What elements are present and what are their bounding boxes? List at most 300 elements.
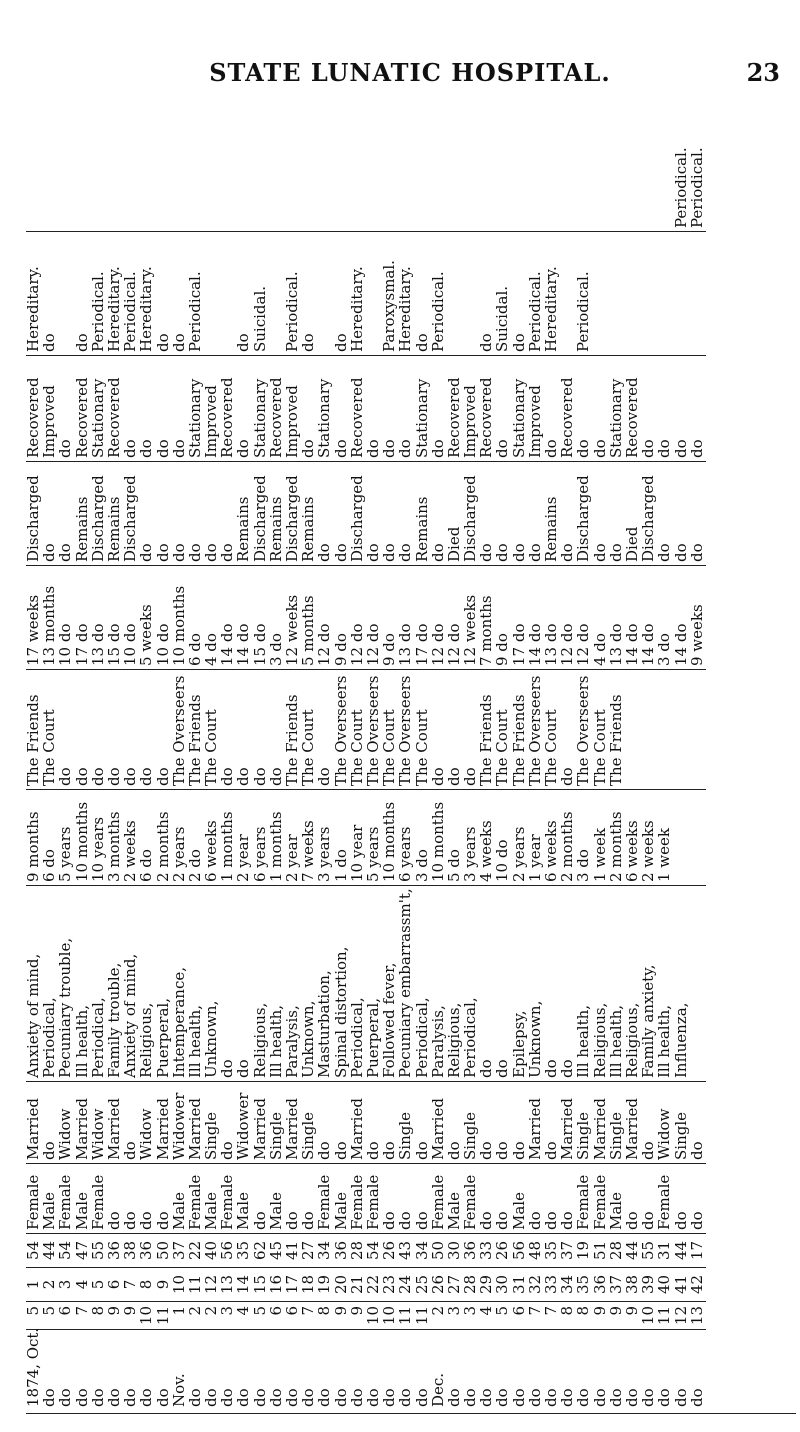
register-cell: Female (363, 1174, 382, 1230)
register-cell: 10 years (88, 816, 107, 882)
register-cell (253, 100, 269, 231)
register-cell: do (509, 543, 528, 562)
register-cell: do (56, 439, 75, 458)
register-cell: 23 (380, 1274, 399, 1295)
register-cell: Remains (266, 496, 285, 562)
col-condition (26, 356, 706, 462)
register-cell: do (396, 1388, 415, 1407)
register-cell: do (671, 543, 690, 562)
register-cell: Masturbation, (315, 970, 334, 1078)
register-cell: Periodical, (412, 997, 431, 1078)
register-cell: do (444, 1141, 463, 1160)
register-cell: do (477, 1059, 496, 1078)
register-cell: Improved (40, 385, 59, 458)
register-cell: 6 (509, 1306, 528, 1316)
register-cell: 4 do (202, 633, 221, 666)
register-cell: Stationary (315, 378, 334, 458)
register-cell: 5 weeks (137, 604, 156, 666)
register-cell: do (299, 439, 318, 458)
register-cell: 28 (606, 1240, 625, 1261)
register-cell: Widower (169, 1092, 188, 1160)
register-cell: 26 (380, 1240, 399, 1261)
register-cell (576, 100, 592, 231)
register-cell: 19 (574, 1240, 593, 1261)
register-cell: Religious, (444, 1002, 463, 1078)
register-cell: do (412, 1141, 431, 1160)
register-cell: Recovered (266, 377, 285, 458)
register-cell: do (525, 1211, 544, 1230)
register-cell: 9 (606, 1306, 625, 1316)
register-cell: Stationary (606, 378, 625, 458)
register-cell: 37 (606, 1274, 625, 1295)
register-cell: do (331, 543, 350, 562)
register-cell: 2 (185, 1306, 204, 1316)
register-cell: Family anxiety, (639, 964, 658, 1078)
register-cell: do (121, 767, 140, 786)
register-cell: Single (671, 1111, 690, 1160)
register-cell: 10 do (153, 623, 172, 666)
register-cell: 6 do (185, 633, 204, 666)
register-cell: 14 do (622, 623, 641, 666)
register-cell: Paroxysmal. (380, 260, 399, 352)
register-cell: 12 (202, 1274, 221, 1295)
register-cell: Periodical. (574, 271, 593, 352)
register-cell: do (104, 767, 123, 786)
register-cell: do (396, 543, 415, 562)
register-cell: Recovered (622, 377, 641, 458)
register-cell: 36 (104, 1240, 123, 1261)
register-cell: 13 months (40, 585, 59, 666)
register-cell: do (250, 1211, 269, 1230)
register-cell: 2 year (234, 834, 253, 882)
register-cell: 39 (639, 1274, 658, 1295)
register-cell: Female (590, 1174, 609, 1230)
register-cell (674, 790, 690, 885)
register-cell: 3 (444, 1306, 463, 1316)
register-cell: 8 (558, 1306, 577, 1316)
register-cell (350, 100, 366, 231)
register-cell: do (396, 439, 415, 458)
register-cell: do (104, 1388, 123, 1407)
register-cell: do (574, 1388, 593, 1407)
register-cell: The Friends (283, 694, 301, 786)
register-cell: 8 (574, 1306, 593, 1316)
register-cell: The Overseers (363, 675, 382, 786)
register-cell: 3 months (104, 811, 123, 882)
register-cell: Paralysis, (283, 1005, 301, 1078)
register-cell: do (380, 543, 399, 562)
register-cell: Hereditary. (104, 266, 123, 352)
col-time-in-hospital (26, 566, 706, 670)
register-cell: do (655, 1388, 674, 1407)
register-cell (204, 232, 220, 355)
register-cell: 5 years (363, 826, 382, 882)
register-cell: 5 (250, 1306, 269, 1316)
register-cell: do (606, 1388, 625, 1407)
register-cell: do (153, 543, 172, 562)
register-cell (188, 100, 204, 231)
register-cell: Female (56, 1174, 75, 1230)
register-cell: 11 (153, 1306, 172, 1326)
register-cell: Periodical. (121, 271, 140, 352)
register-cell: 33 (542, 1274, 560, 1295)
register-cell: 6 (266, 1306, 285, 1316)
register-cell: do (234, 767, 253, 786)
register-cell: do (363, 543, 382, 562)
register-cell: do (493, 1211, 512, 1230)
register-cell: The Court (493, 709, 512, 786)
register-cell: 36 (331, 1240, 350, 1261)
register-cell: do (40, 1388, 59, 1407)
register-cell: do (412, 333, 431, 352)
register-cell: 12 weeks (283, 594, 301, 666)
register-cell: 11 (185, 1274, 204, 1295)
register-cell: 14 (234, 1274, 253, 1295)
register-cell: 13 do (88, 623, 107, 666)
register-cell: Single (299, 1111, 318, 1160)
register-cell: 2 (428, 1306, 447, 1316)
register-cell: Married (24, 1098, 42, 1160)
register-cell (560, 100, 576, 231)
register-cell: do (542, 1211, 560, 1230)
register-cell: Periodical. (671, 147, 690, 228)
register-cell: do (331, 333, 350, 352)
register-cell: Hereditary. (542, 266, 560, 352)
register-cell: 9 do (380, 633, 399, 666)
register-cell: Hereditary. (396, 266, 415, 352)
register-cell: do (477, 543, 496, 562)
register-cell: 56 (509, 1240, 528, 1261)
register-cell: Female (88, 1174, 107, 1230)
register-cell: Suicidal. (493, 285, 512, 352)
register-cell: 17 do (509, 623, 528, 666)
register-cell: 12 (671, 1306, 690, 1326)
register-cell: 5 months (299, 595, 318, 666)
register-cell: Married (525, 1098, 544, 1160)
register-cell: 3 do (574, 849, 593, 882)
register-cell: 12 do (444, 623, 463, 666)
register-cell: 9 weeks (687, 604, 706, 666)
register-cell: do (428, 767, 447, 786)
register-cell: do (477, 1141, 496, 1160)
register-cell: 2 year (283, 834, 301, 882)
register-cell: do (283, 1211, 301, 1230)
register-cell: Unknown, (299, 1000, 318, 1078)
register-cell: Female (347, 1174, 366, 1230)
register-cell: do (396, 1211, 415, 1230)
register-cell: 6 weeks (622, 820, 641, 882)
col-supposed-cause (26, 886, 706, 1082)
register-cell: do (218, 1141, 237, 1160)
register-cell: do (169, 333, 188, 352)
register-cell: do (299, 333, 318, 352)
register-cell: do (266, 767, 285, 786)
register-cell: The Court (202, 709, 221, 786)
register-cell: do (525, 1388, 544, 1407)
register-cell: 22 (363, 1274, 382, 1295)
register-cell: Periodical, (40, 997, 59, 1078)
register-cell: 6 years (250, 826, 269, 882)
register-cell: 6 do (40, 849, 59, 882)
register-cell: 44 (40, 1240, 59, 1261)
register-cell: Periodical. (428, 271, 447, 352)
register-cell: The Court (412, 709, 431, 786)
register-cell: 14 do (218, 623, 237, 666)
register-cell: Married (153, 1098, 172, 1160)
register-cell: 55 (88, 1240, 107, 1261)
register-cell: do (444, 1388, 463, 1407)
register-cell: 8 (315, 1306, 334, 1316)
col-date (24, 1327, 706, 1410)
register-cell (317, 100, 333, 231)
register-cell: 2 months (153, 811, 172, 882)
register-cell: 36 (461, 1240, 480, 1261)
register-cell: 13 do (606, 623, 625, 666)
register-cell: do (283, 1388, 301, 1407)
register-cell: do (121, 1141, 140, 1160)
register-cell: do (558, 543, 577, 562)
register-cell: 40 (202, 1240, 221, 1261)
register-cell: do (185, 1388, 204, 1407)
register-cell: 27 (444, 1274, 463, 1295)
register-cell: Single (396, 1111, 415, 1160)
register-cell: do (56, 767, 75, 786)
register-cell: The Court (40, 709, 59, 786)
register-cell: 9 (331, 1306, 350, 1316)
register-cell: 3 (218, 1306, 237, 1316)
register-cell: Periodical, (461, 997, 480, 1078)
register-cell: Religious, (590, 1002, 609, 1078)
register-cell: do (428, 543, 447, 562)
register-cell: do (687, 543, 706, 562)
register-cell: Unknown, (202, 1000, 221, 1078)
register-cell: 10 (363, 1306, 382, 1326)
register-cell: 10 (169, 1274, 188, 1295)
register-cell: 15 do (250, 623, 269, 666)
register-cell (625, 670, 641, 789)
register-cell: do (493, 543, 512, 562)
register-cell: do (266, 1388, 285, 1407)
register-cell (91, 100, 107, 231)
register-cell: Male (202, 1192, 221, 1230)
register-cell: Female (185, 1174, 204, 1230)
register-cell: 12 do (363, 623, 382, 666)
register-cell: do (234, 1059, 253, 1078)
register-cell: 3 years (315, 826, 334, 882)
register-cell: do (153, 333, 172, 352)
register-cell: Epilepsy, (509, 1010, 528, 1078)
register-cell: do (169, 439, 188, 458)
register-cell: 18 (299, 1274, 318, 1295)
register-cell: 26 (493, 1240, 512, 1261)
register-cell: 10 do (56, 623, 75, 666)
register-cell: Remains (542, 496, 560, 562)
register-cell: do (72, 767, 91, 786)
register-cell: 1 week (655, 828, 674, 882)
bottom-rule (26, 1413, 796, 1414)
register-cell: 2 do (185, 849, 204, 882)
register-cell: Widow (56, 1108, 75, 1160)
register-cell: 50 (153, 1240, 172, 1261)
register-cell: 10 (639, 1306, 658, 1326)
register-cell: do (574, 439, 593, 458)
register-cell: 40 (655, 1274, 674, 1295)
register-cell: do (380, 1141, 399, 1160)
register-cell: 62 (250, 1240, 269, 1261)
col-day (26, 1302, 706, 1330)
register-cell (58, 100, 74, 231)
register-cell (42, 100, 58, 231)
register-cell: 3 (461, 1306, 480, 1316)
register-cell: 21 (347, 1274, 366, 1295)
register-cell: Married (590, 1098, 609, 1160)
register-cell: The Overseers (525, 675, 544, 786)
register-cell (674, 670, 690, 789)
register-cell: Ill health, (266, 1004, 285, 1078)
register-cell: 35 (542, 1240, 560, 1261)
register-cell: Family trouble, (104, 962, 123, 1078)
register-cell: 5 years (56, 826, 75, 882)
register-cell: 14 do (671, 623, 690, 666)
register-cell: do (655, 543, 674, 562)
register-cell: Male (509, 1192, 528, 1230)
register-cell (334, 100, 350, 231)
register-cell: 9 (104, 1306, 123, 1316)
register-cell: do (477, 1388, 496, 1407)
register-cell: do (558, 767, 577, 786)
register-cell: Female (655, 1174, 674, 1230)
register-cell: Single (266, 1111, 285, 1160)
register-cell: 15 (250, 1274, 269, 1295)
register-cell: 7 (299, 1306, 318, 1316)
register-cell: The Friends (185, 694, 204, 786)
register-cell: do (202, 1388, 221, 1407)
register-cell: do (671, 1388, 690, 1407)
register-cell: Influenza, (671, 1002, 690, 1078)
register-cell: do (380, 1211, 399, 1230)
register-cell: 10 (380, 1306, 399, 1326)
register-cell: do (380, 439, 399, 458)
register-cell: Discharged (24, 475, 42, 562)
register-cell: Male (266, 1192, 285, 1230)
register-cell: 11 (412, 1306, 431, 1326)
register-cell: do (363, 1388, 382, 1407)
register-cell: Religious, (137, 1002, 156, 1078)
register-cell: do (104, 1211, 123, 1230)
register-cell: Ill health, (574, 1004, 593, 1078)
register-cell: 7 (72, 1306, 91, 1316)
register-cell: Married (622, 1098, 641, 1160)
register-cell (625, 232, 641, 355)
register-cell: Hereditary. (24, 266, 42, 352)
register-cell: do (639, 1141, 658, 1160)
register-cell: 6 years (396, 826, 415, 882)
register-cell: Female (218, 1174, 237, 1230)
register-cell: do (121, 1211, 140, 1230)
page-number: 23 (746, 58, 780, 87)
register-cell (236, 100, 252, 231)
register-cell: 12 weeks (461, 594, 480, 666)
register-cell: The Court (347, 709, 366, 786)
register-cell: 37 (558, 1240, 577, 1261)
register-cell: do (299, 1388, 318, 1407)
register-cell: 38 (622, 1274, 641, 1295)
register-cell: 27 (299, 1240, 318, 1261)
register-cell: 4 (477, 1306, 496, 1316)
register-cell: 9 (590, 1306, 609, 1316)
register-cell: Male (72, 1192, 91, 1230)
register-cell: 10 (137, 1306, 156, 1326)
register-cell (301, 100, 317, 231)
register-cell: do (558, 1388, 577, 1407)
register-cell (528, 100, 544, 231)
register-cell: Remains (234, 496, 253, 562)
col-age (26, 1234, 706, 1268)
register-cell (674, 232, 690, 355)
register-cell: 5 do (444, 849, 463, 882)
register-cell: do (655, 439, 674, 458)
register-cell: Discharged (461, 475, 480, 562)
register-cell: Discharged (574, 475, 593, 562)
register-cell: do (671, 439, 690, 458)
register-cell: 38 (121, 1240, 140, 1261)
register-cell: do (671, 1211, 690, 1230)
register-cell: Widow (137, 1108, 156, 1160)
register-cell: 48 (525, 1240, 544, 1261)
register-cell: 12 do (558, 623, 577, 666)
register-cell: Female (574, 1174, 593, 1230)
register-cell: 2 years (509, 826, 528, 882)
register-cell: Periodical. (185, 271, 204, 352)
col-extra (26, 100, 706, 232)
register-cell: 1 (169, 1306, 188, 1316)
register-cell: 9 do (493, 633, 512, 666)
register-cell: do (493, 1059, 512, 1078)
register-cell: 17 (283, 1274, 301, 1295)
col-result (26, 462, 706, 566)
col-sex (26, 1164, 706, 1234)
col-duration (26, 790, 706, 886)
register-cell: Male (331, 1192, 350, 1230)
register-cell: Died (444, 526, 463, 562)
register-cell: Stationary (412, 378, 431, 458)
register-cell: do (590, 543, 609, 562)
register-cell: 36 (590, 1274, 609, 1295)
register-cell (382, 100, 398, 231)
register-cell: 29 (477, 1274, 496, 1295)
register-cell: do (477, 1211, 496, 1230)
register-cell: do (153, 439, 172, 458)
register-cell: The Friends (509, 694, 528, 786)
register-cell: 12 do (428, 623, 447, 666)
register-cell: do (542, 1388, 560, 1407)
register-cell: Single (574, 1111, 593, 1160)
register-cell (657, 670, 673, 789)
register-cell: Single (606, 1111, 625, 1160)
register-cell: Male (606, 1192, 625, 1230)
register-cell: 44 (671, 1240, 690, 1261)
register-cell: 37 (169, 1240, 188, 1261)
register-cell: do (121, 1388, 140, 1407)
register-cell: do (40, 333, 59, 352)
register-cell (479, 100, 495, 231)
register-cell: do (639, 439, 658, 458)
register-cell (431, 100, 447, 231)
register-cell: 42 (687, 1274, 706, 1295)
register-table (26, 100, 706, 1410)
register-cell: Remains (72, 496, 91, 562)
register-cell: 3 do (266, 633, 285, 666)
